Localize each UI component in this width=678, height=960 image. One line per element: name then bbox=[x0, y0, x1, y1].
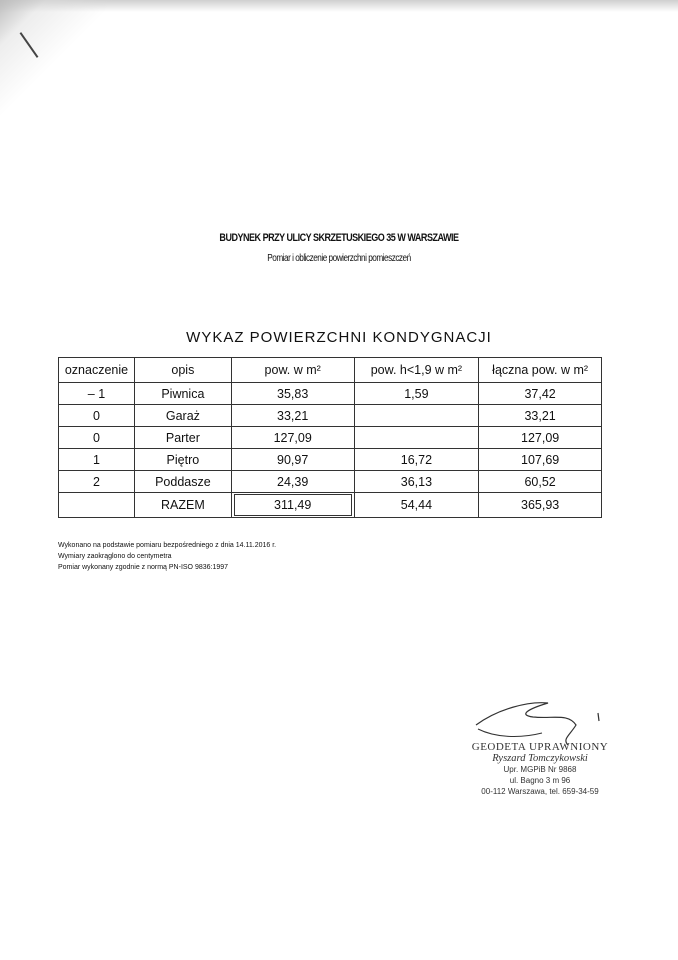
header-opis: opis bbox=[134, 358, 231, 383]
cell-pow: 24,39 bbox=[231, 471, 354, 493]
cell-opis: Parter bbox=[134, 427, 231, 449]
table-total-row bbox=[59, 493, 602, 518]
cell-oznaczenie: 2 bbox=[59, 471, 135, 493]
cell-oznaczenie: – 1 bbox=[59, 383, 135, 405]
stamp-city-phone: 00-112 Warszawa, tel. 659-34-59 bbox=[481, 787, 599, 796]
scan-corner-shadow bbox=[0, 0, 120, 140]
cell-oznaczenie: 1 bbox=[59, 449, 135, 471]
cell-opis-total: RAZEM bbox=[134, 493, 231, 518]
cell-oznaczenie: 0 bbox=[59, 405, 135, 427]
cell-opis: Garaż bbox=[134, 405, 231, 427]
cell-opis: Piętro bbox=[134, 449, 231, 471]
cell-total: 37,42 bbox=[479, 383, 602, 405]
table-row bbox=[59, 383, 602, 405]
note-line: Wymiary zaokrąglono do centymetra bbox=[58, 553, 172, 560]
table-title: WYKAZ POWIERZCHNI KONDYGNACJI bbox=[186, 329, 492, 346]
cell-total: 60,52 bbox=[479, 471, 602, 493]
header-pow: pow. w m² bbox=[231, 358, 354, 383]
table-row bbox=[59, 449, 602, 471]
note-line: Wykonano na podstawie pomiaru bezpośredniego z dnia 14.11.2016 r. bbox=[58, 542, 277, 549]
note-line: Pomiar wykonany zgodnie z normą PN-ISO 9836:1997 bbox=[58, 564, 229, 571]
document-title: BUDYNEK PRZY ULICY SKRZETUSKIEGO 35 W WARSZAWIE bbox=[219, 232, 459, 244]
cell-pow-low bbox=[354, 405, 479, 427]
cell-grand-total: 365,93 bbox=[479, 493, 602, 518]
header-total: łączna pow. w m² bbox=[479, 358, 602, 383]
cell-opis: Poddasze bbox=[134, 471, 231, 493]
stamp-license: Upr. MGPiB Nr 9868 bbox=[503, 765, 577, 774]
stamp-street: ul. Bagno 3 m 96 bbox=[509, 776, 571, 785]
cell-pow: 90,97 bbox=[231, 449, 354, 471]
cell-opis: Piwnica bbox=[134, 383, 231, 405]
stamp-name: Ryszard Tomczykowski bbox=[492, 753, 588, 764]
signature-icon bbox=[458, 695, 608, 747]
cell-pow-low bbox=[354, 427, 479, 449]
surveyor-stamp bbox=[440, 695, 640, 805]
measurement-notes bbox=[58, 540, 276, 573]
table-row bbox=[59, 427, 602, 449]
cell-pow: 35,83 bbox=[231, 383, 354, 405]
pow-total-value: 311,49 bbox=[234, 494, 352, 516]
table-row bbox=[59, 405, 602, 427]
document-subtitle: Pomiar i obliczenie powierzchni pomieszczeń bbox=[267, 253, 411, 264]
cell-total: 107,69 bbox=[479, 449, 602, 471]
header-pow-low: pow. h<1,9 w m² bbox=[354, 358, 479, 383]
table-row bbox=[59, 471, 602, 493]
cell-oznaczenie: 0 bbox=[59, 427, 135, 449]
cell-pow-low: 1,59 bbox=[354, 383, 479, 405]
cell-total: 127,09 bbox=[479, 427, 602, 449]
cell-oznaczenie bbox=[59, 493, 135, 518]
cell-pow: 127,09 bbox=[231, 427, 354, 449]
table-header-row bbox=[59, 358, 602, 383]
cell-pow-low: 36,13 bbox=[354, 471, 479, 493]
header-oznaczenie: oznaczenie bbox=[59, 358, 135, 383]
stamp-title: GEODETA UPRAWNIONY bbox=[471, 741, 609, 753]
cell-pow: 33,21 bbox=[231, 405, 354, 427]
floor-area-table bbox=[58, 357, 602, 518]
cell-total: 33,21 bbox=[479, 405, 602, 427]
cell-pow-total bbox=[231, 493, 354, 518]
cell-pow-low-total: 54,44 bbox=[354, 493, 479, 518]
cell-pow-low: 16,72 bbox=[354, 449, 479, 471]
